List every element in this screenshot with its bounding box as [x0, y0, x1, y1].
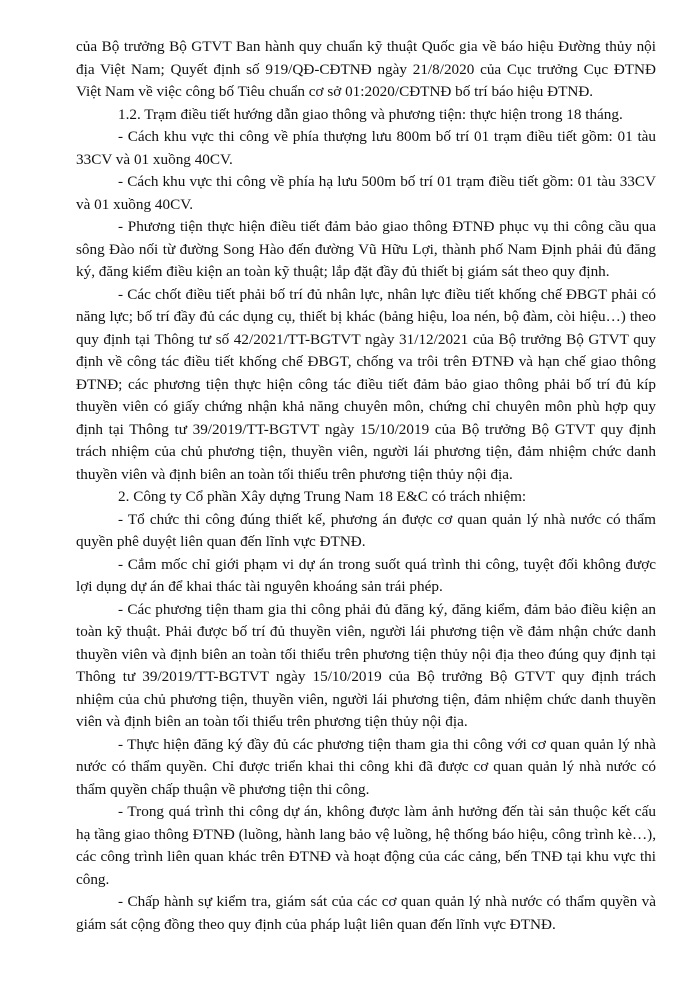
paragraph-vessel-registration: - Các phương tiện tham gia thi công phải đủ đăng ký, đăng kiểm, đảm bảo điều kiện an toàn kỹ thuật. Phải được bố trí đủ thuyền viên, người lái phương tiện về đảm nhận chức danh thuyền viên và định biên an toàn tối thiểu trên phương tiện thủy nội địa theo đúng quy định tại Thông tư 39/2019/TT-BGTVT ngày 15/10/2019 của Bộ trưởng Bộ GTVT quy định trách nhiệm của chủ phương tiện, thuyền viên, người lái phương tiện, đảm nhiệm chức danh thuyền viên và định biên an toàn tối thiểu trên phương tiện thủy nội địa.: [76, 600, 656, 730]
paragraph-section-2-heading: 2. Công ty Cổ phần Xây dựng Trung Nam 18 E&C có trách nhiệm:: [118, 488, 527, 505]
paragraph-construction-design: - Tổ chức thi công đúng thiết kế, phương án được cơ quan quản lý nhà nước có thẩm quyền phê duyệt liên quan đến lĩnh vực ĐTNĐ.: [76, 510, 656, 550]
paragraph-regulating-posts: - Các chốt điều tiết phải bố trí đủ nhân lực, nhân lực điều tiết khống chế ĐBGT phải có năng lực; bố trí đầy đủ các dụng cụ, thiết bị khác (bảng hiệu, loa nén, bộ đàm, còi hiệu…) theo quy định tại Thông tư số 42/2021/TT-BGTVT ngày 31/12/2021 của Bộ trưởng Bộ GTVT quy định về công tác điều tiết khống chế ĐBGT, chống va trôi trên ĐTNĐ và hạn chế giao thông ĐTNĐ; các phương tiện thực hiện công tác điều tiết đảm bảo giao thông phải bố trí đủ kíp thuyền viên có giấy chứng nhận khả năng chuyên môn, chứng chỉ chuyên môn phù hợp quy định tại Thông tư 39/2019/TT-BGTVT ngày 15/10/2019 của Bộ trưởng Bộ GTVT quy định trách nhiệm của chủ phương tiện, thuyền viên, người lái phương tiện, đảm nhiệm chức danh thuyền viên và định biên an toàn tối thiểu trên phương tiện thủy nội địa.: [76, 285, 656, 483]
paragraph-downstream-station: - Cách khu vực thi công về phía hạ lưu 500m bố trí 01 trạm điều tiết gồm: 01 tàu 33CV và 01 xuồng 40CV.: [76, 173, 656, 213]
paragraph-regulating-vessels: - Phương tiện thực hiện điều tiết đảm bảo giao thông ĐTNĐ phục vụ thi công cầu qua sông Đào nối từ đường Song Hào đến đường Vũ Hữu Lợi, thành phố Nam Định phải đủ đăng ký, đăng kiểm điều kiện an toàn kỹ thuật; lắp đặt đầy đủ thiết bị giám sát theo quy định.: [76, 218, 656, 280]
paragraph-1-2-heading: 1.2. Trạm điều tiết hướng dẫn giao thông và phương tiện: thực hiện trong 18 tháng.: [118, 105, 623, 123]
paragraph-supervision: - Chấp hành sự kiểm tra, giám sát của các cơ quan quản lý nhà nước có thẩm quyền và giám sát cộng đồng theo quy định của pháp luật liên quan đến lĩnh vực ĐTNĐ.: [76, 893, 656, 933]
paragraph-infrastructure-protection: - Trong quá trình thi công dự án, không được làm ảnh hưởng đến tài sản thuộc kết cấu hạ tầng giao thông ĐTNĐ (luồng, hành lang bảo vệ luồng, hệ thống báo hiệu, công trình kè…), các công trình liên quan khác trên ĐTNĐ và hoạt động của các cảng, bến TNĐ tại khu vực thi công.: [76, 803, 656, 888]
paragraph-boundary-markers: - Cắm mốc chỉ giới phạm vi dự án trong suốt quá trình thi công, tuyệt đối không được lợi dụng dự án để khai thác tài nguyên khoáng sản trái phép.: [76, 555, 656, 595]
document-page: [76, 36, 656, 936]
paragraph-vessel-approval: - Thực hiện đăng ký đầy đủ các phương tiện tham gia thi công với cơ quan quản lý nhà nước có thẩm quyền. Chỉ được triển khai thi công khi đã được cơ quan quản lý nhà nước có thẩm quyền chấp thuận về phương tiện thi công.: [76, 735, 656, 798]
paragraph-upstream-station: - Cách khu vực thi công về phía thượng lưu 800m bố trí 01 trạm điều tiết gồm: 01 tàu 33CV và 01 xuồng 40CV.: [76, 128, 656, 168]
paragraph-continuation: của Bộ trưởng Bộ GTVT Ban hành quy chuẩn kỹ thuật Quốc gia về báo hiệu Đường thủy nội địa Việt Nam; Quyết định số 919/QĐ-CĐTNĐ ngày 21/8/2020 của Cục trưởng Cục ĐTNĐ Việt Nam về việc công bố Tiêu chuẩn cơ sở 01:2020/CĐTNĐ bố trí báo hiệu ĐTNĐ.: [76, 38, 656, 100]
